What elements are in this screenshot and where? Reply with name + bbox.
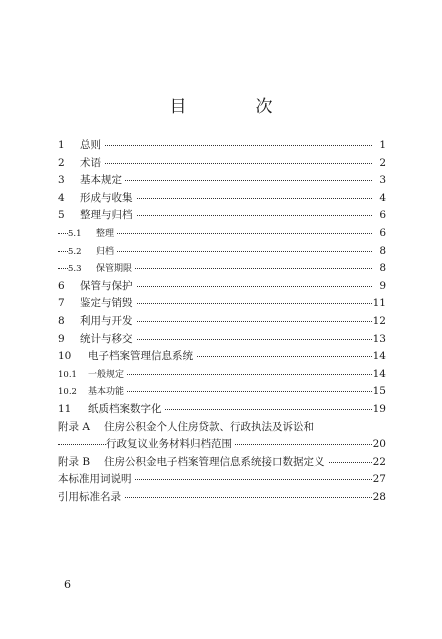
toc-entry-page: 12	[372, 313, 386, 331]
toc-entry-title: 本标准用词说明	[58, 473, 132, 486]
toc-appendix-entry[interactable]: 附录 B 住房公积金电子档案管理信息系统接口数据定义 22	[58, 454, 386, 472]
toc-entry-title: 纸质档案数字化	[88, 402, 162, 415]
toc-entry-title: 总则	[80, 139, 101, 151]
toc-entry-page: 9	[372, 278, 386, 296]
toc-entry-page: 20	[372, 436, 386, 454]
toc-entry[interactable]	[58, 489, 386, 507]
toc-entry-title: 引用标准名录	[58, 490, 121, 503]
leader-dots	[58, 163, 372, 164]
toc-entry-page: 13	[372, 331, 386, 349]
toc-entry-title: 行政复议业务材料归档范围	[106, 438, 232, 451]
toc-entry-page: 27	[372, 471, 386, 489]
toc-entry[interactable]	[58, 471, 386, 489]
toc-entry-page: 8	[372, 260, 386, 278]
toc-entry[interactable]: 5 整理与归档 6	[58, 207, 386, 225]
toc-subentry[interactable]: 5.1 整理 6	[58, 225, 386, 243]
toc-entry-title: 术语	[80, 156, 101, 169]
toc-entry-page: 11	[372, 295, 386, 313]
toc-entry-page: 14	[372, 348, 386, 366]
toc-title: 目 次	[169, 97, 299, 117]
page-number: 6	[64, 578, 71, 591]
toc-entry-title: 基本功能	[88, 387, 125, 398]
toc-entry-page: 1	[372, 137, 386, 155]
toc-entry[interactable]: 4 形成与收集 4	[58, 190, 386, 208]
toc-entry-title: 电子档案管理信息系统	[88, 350, 193, 363]
table-of-contents	[58, 137, 386, 506]
toc-entry-title: 整理	[96, 228, 115, 239]
leader-dots	[58, 145, 372, 146]
toc-entry-page: 19	[372, 401, 386, 419]
toc-entry-title: 统计与移交	[80, 332, 133, 345]
toc-entry-title: 住房公积金电子档案管理信息系统接口数据定义	[104, 455, 325, 468]
toc-entry-page: 28	[372, 489, 386, 507]
toc-entry[interactable]: 11 纸质档案数字化 19	[58, 401, 386, 419]
toc-entry-title: 保管与保护	[80, 279, 133, 292]
toc-entry-page: 2	[372, 155, 386, 173]
toc-entry[interactable]: 7 鉴定与销毁 11	[58, 295, 386, 313]
toc-entry-page: 6	[372, 207, 386, 225]
toc-appendix-entry[interactable]: 附录 A 住房公积金个人住房贷款、行政执法及诉讼和	[58, 419, 386, 437]
toc-entry-title: 鉴定与销毁	[80, 297, 133, 310]
toc-entry-title: 形成与收集	[80, 191, 133, 204]
toc-subentry[interactable]: 5.3 保管期限 8	[58, 260, 386, 278]
toc-entry-page: 8	[372, 243, 386, 261]
toc-subentry[interactable]: 5.2 归档 8	[58, 243, 386, 261]
toc-entry-title: 整理与归档	[80, 209, 133, 222]
toc-entry-page: 4	[372, 190, 386, 208]
toc-entry[interactable]: 10 电子档案管理信息系统 14	[58, 348, 386, 366]
toc-entry-page: 3	[372, 172, 386, 190]
toc-entry-page: 6	[372, 225, 386, 243]
toc-entry-title: 归档	[96, 246, 115, 257]
toc-entry[interactable]: 3 基本规定 3	[58, 172, 386, 190]
toc-entry-title: 保管期限	[96, 264, 133, 275]
toc-entry[interactable]: 1 总则 1	[58, 137, 386, 155]
toc-entry-page: 15	[372, 383, 386, 401]
toc-entry[interactable]: 6 保管与保护 9	[58, 278, 386, 296]
toc-entry-title: 住房公积金个人住房贷款、行政执法及诉讼和	[104, 420, 314, 433]
toc-entry-page: 14	[372, 366, 386, 384]
toc-entry-title: 利用与开发	[80, 314, 133, 327]
toc-entry-title: 一般规定	[88, 369, 125, 380]
toc-subentry[interactable]: 10.2 基本功能 15	[58, 383, 386, 401]
toc-entry-title: 基本规定	[80, 174, 122, 187]
toc-entry-page: 22	[372, 454, 386, 472]
toc-appendix-entry-continued[interactable]	[58, 436, 386, 454]
toc-entry[interactable]: 2 术语 2	[58, 155, 386, 173]
toc-entry[interactable]: 8 利用与开发 12	[58, 313, 386, 331]
toc-entry[interactable]: 9 统计与移交 13	[58, 331, 386, 349]
toc-subentry[interactable]: 10.1 一般规定 14	[58, 366, 386, 384]
